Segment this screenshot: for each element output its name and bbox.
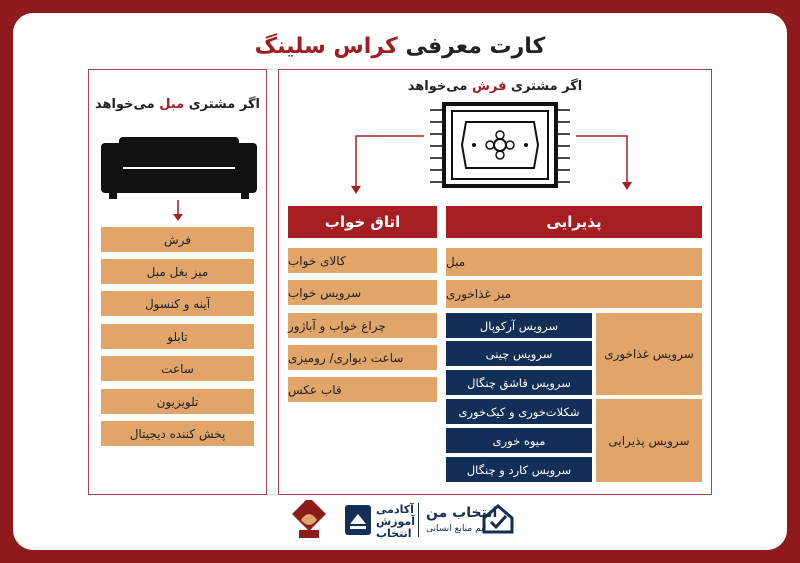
- list-item: سرویس آرکوپال: [446, 313, 592, 338]
- list-item: کالای خواب: [288, 248, 437, 273]
- list-item: ساعت دیواری/ رومیزی: [288, 345, 437, 370]
- list-item: قاب عکس: [288, 377, 437, 402]
- connector-arrows: [340, 128, 640, 198]
- list-item: سرویس قاشق چنگال: [446, 370, 592, 395]
- footer-divider: [418, 503, 419, 537]
- list-item: میوه خوری: [446, 428, 592, 453]
- list-item: فرش: [101, 227, 254, 252]
- list-item: تابلو: [101, 324, 254, 349]
- sofa-arrow-icon: [172, 200, 184, 222]
- bedroom-header: اتاق خواب: [288, 206, 437, 238]
- brand-logo-icon: [289, 500, 329, 540]
- academy-line3: انتخاب: [376, 527, 412, 540]
- academy-logo-icon: [344, 504, 372, 536]
- academy-line2: آموزش: [376, 515, 415, 528]
- list-item: چراغ خواب و آباژور: [288, 313, 437, 338]
- group-label-dining: سرویس غذاخوری: [596, 313, 702, 395]
- list-item: آینه و کنسول: [101, 291, 254, 316]
- page-title: کارت معرفی کراس سلینگ: [254, 34, 546, 59]
- list-item: پخش کننده دیجیتال: [101, 421, 254, 446]
- hr-logo-title: انتخاب من: [426, 505, 498, 521]
- list-item: شکلات‌خوری و کیک‌خوری: [446, 399, 592, 424]
- list-item: میز بغل مبل: [101, 259, 254, 284]
- carpet-heading: اگر مشتری فرش می‌خواهد: [407, 79, 583, 94]
- list-item: سرویس کارد و چنگال: [446, 457, 592, 482]
- sofa-heading: اگر مشتری مبل می‌خواهد: [95, 97, 260, 112]
- list-item: سرویس چینی: [446, 341, 592, 366]
- sofa-icon: [101, 135, 257, 199]
- group-label-serving: سرویس پذیرایی: [596, 399, 702, 482]
- list-item: مبل: [446, 248, 702, 276]
- hr-logo-subtitle: تیم منابع انسانی: [426, 524, 487, 534]
- list-item: ساعت: [101, 356, 254, 381]
- academy-line1: آکادمی: [376, 503, 414, 516]
- list-item: میز غذاخوری: [446, 280, 702, 308]
- list-item: تلویزیون: [101, 389, 254, 414]
- hr-logo-icon: [482, 504, 514, 534]
- list-item: سرویس خواب: [288, 280, 437, 305]
- reception-header: پذیرایی: [446, 206, 702, 238]
